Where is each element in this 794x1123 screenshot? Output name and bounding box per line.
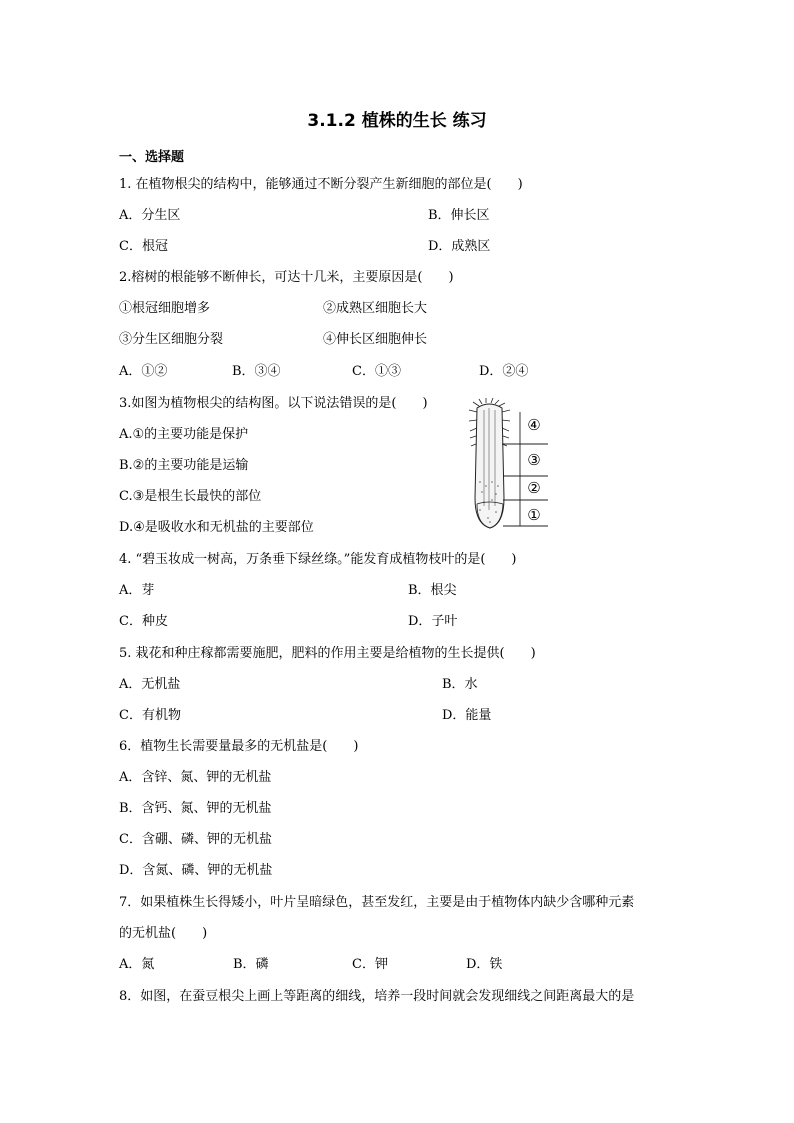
q7-option-a: A．氮 — [119, 957, 155, 972]
q2-option-d: D．②④ — [479, 364, 529, 379]
question-4-stem: 4. “碧玉妆成一树高，万条垂下绿丝绦。”能发育成植物枝叶的是( ) — [119, 552, 517, 567]
question-7-stem-line-1: 7．如果植株生长得矮小，叶片呈暗绿色，甚至发红，主要是由于植物体内缺少含哪种元素 — [119, 895, 635, 910]
q2-option-b: B．③④ — [232, 364, 281, 379]
q6-option-a: A．含锌、氮、钾的无机盐 — [119, 770, 272, 785]
q5-option-a: A．无机盐 — [119, 677, 181, 692]
q1-option-c: C．根冠 — [119, 239, 168, 254]
q6-option-c: C．含硼、磷、钾的无机盐 — [119, 832, 272, 847]
q3-option-d: D.④是吸收水和无机盐的主要部位 — [119, 520, 314, 535]
page-title: 3.1.2 植株的生长 练习 — [307, 111, 487, 131]
question-3-stem: 3.如图为植物根尖的结构图。以下说法错误的是( ) — [119, 396, 428, 411]
q4-option-b: B．根尖 — [408, 583, 457, 598]
question-1-stem: 1. 在植物根尖的结构中，能够通过不断分裂产生新细胞的部位是( ) — [119, 177, 523, 192]
q3-option-b: B.②的主要功能是运输 — [119, 458, 249, 473]
question-5-stem: 5. 栽花和种庄稼都需要施肥，肥料的作用主要是给植物的生长提供( ) — [119, 646, 536, 661]
q3-option-c: C.③是根生长最快的部位 — [119, 489, 262, 504]
q1-option-a: A．分生区 — [119, 208, 181, 223]
q4-option-c: C．种皮 — [119, 614, 168, 629]
question-2-stem: 2.榕树的根能够不断伸长，可达十几米，主要原因是( ) — [119, 270, 454, 285]
q2-statement-1: ①根冠细胞增多 — [119, 301, 211, 316]
q2-statement-4: ④伸长区细胞伸长 — [323, 332, 428, 347]
q2-statement-2: ②成熟区细胞长大 — [323, 301, 428, 316]
q7-option-c: C．钾 — [352, 957, 388, 972]
question-8-stem: 8．如图，在蚕豆根尖上画上等距离的细线，培养一段时间就会发现细线之间距离最大的是 — [119, 989, 635, 1004]
question-7-stem-line-2: 的无机盐( ) — [119, 926, 208, 941]
q5-option-d: D．能量 — [442, 708, 492, 723]
q2-statement-3: ③分生区细胞分裂 — [119, 332, 224, 347]
q6-option-d: D．含氮、磷、钾的无机盐 — [119, 863, 273, 878]
section-heading: 一、选择题 — [119, 150, 185, 165]
root-tip-figure — [462, 398, 548, 534]
q2-option-a: A．①② — [119, 364, 168, 379]
question-6-stem: 6．植物生长需要量最多的无机盐是( ) — [119, 739, 359, 754]
q4-option-d: D．子叶 — [408, 614, 458, 629]
q7-option-b: B．磷 — [233, 957, 269, 972]
label-3: ③ — [527, 451, 541, 469]
label-4: ④ — [527, 416, 541, 434]
q4-option-a: A．芽 — [119, 583, 155, 598]
label-1: ① — [527, 506, 541, 524]
q6-option-b: B．含钙、氮、钾的无机盐 — [119, 801, 272, 816]
q5-option-c: C．有机物 — [119, 708, 181, 723]
q5-option-b: B．水 — [442, 677, 478, 692]
q2-option-c: C．①③ — [352, 364, 401, 379]
label-2: ② — [527, 479, 541, 497]
q1-option-d: D．成熟区 — [428, 239, 491, 254]
q3-option-a: A.①的主要功能是保护 — [119, 427, 249, 442]
q1-option-b: B．伸长区 — [428, 208, 490, 223]
q7-option-d: D．铁 — [466, 957, 503, 972]
